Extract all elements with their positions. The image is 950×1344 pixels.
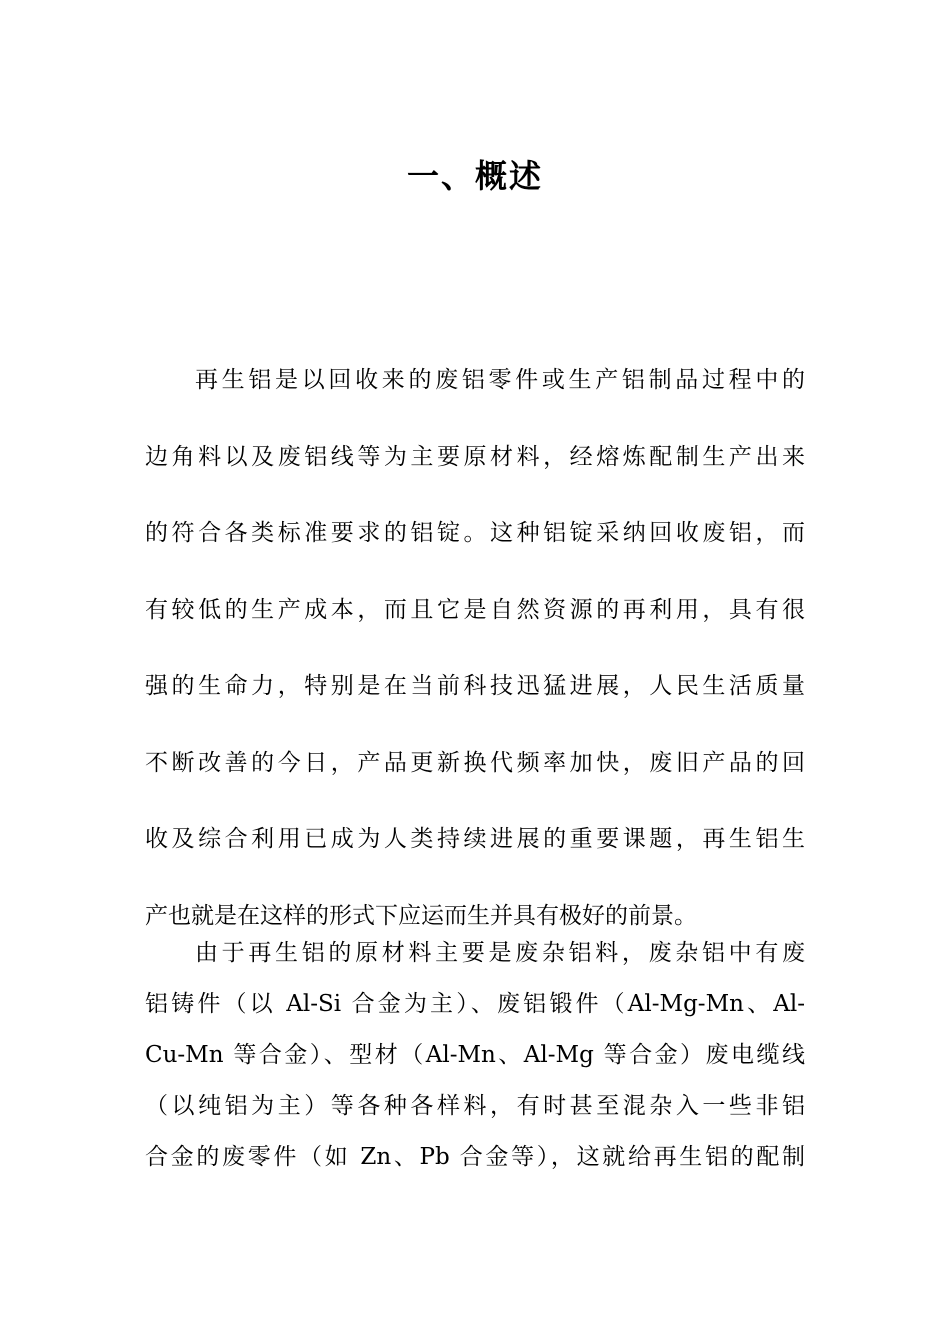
paragraph-overview <box>145 342 805 954</box>
paragraph-line: 的符合各类标准要求的铝锭。这种铝锭采纳回收废铝，而 <box>145 520 805 546</box>
paragraph-line: 强的生命力，特别是在当前科技迅猛进展，人民生活质量 <box>145 673 805 699</box>
paragraph-line: 边角料以及废铝线等为主要原材料，经熔炼配制生产出来 <box>145 443 805 470</box>
paragraph-line: （以纯铝为主）等各种各样料，有时甚至混杂入一些非铝 <box>145 1093 805 1119</box>
paragraph-line: 有较低的生产成本，而且它是自然资源的再利用，具有很 <box>145 596 805 623</box>
paragraph-materials <box>145 928 805 1183</box>
section-heading: 一、概述 <box>406 157 543 195</box>
paragraph-line: 由于再生铝的原材料主要是废杂铝料，废杂铝中有废 <box>195 940 805 966</box>
paragraph-line: 产也就是在这样的形式下应运而生并具有极好的前景。 <box>145 902 697 929</box>
paragraph-line: 不断改善的今日，产品更新换代频率加快，废旧产品的回 <box>145 749 805 776</box>
paragraph-line: 铝铸件（以 Al-Si 合金为主）、废铝锻件（Al-Mg-Mn、Al- <box>145 991 805 1017</box>
paragraph-line: Cu-Mn 等合金）、型材（Al-Mn、Al-Mg 等合金）废电缆线 <box>145 1042 805 1068</box>
paragraph-line: 再生铝是以回收来的废铝零件或生产铝制品过程中的 <box>195 367 805 393</box>
paragraph-line: 收及综合利用已成为人类持续进展的重要课题，再生铝生 <box>145 826 805 852</box>
paragraph-line: 合金的废零件（如 Zn、Pb 合金等），这就给再生铝的配制 <box>145 1144 805 1170</box>
